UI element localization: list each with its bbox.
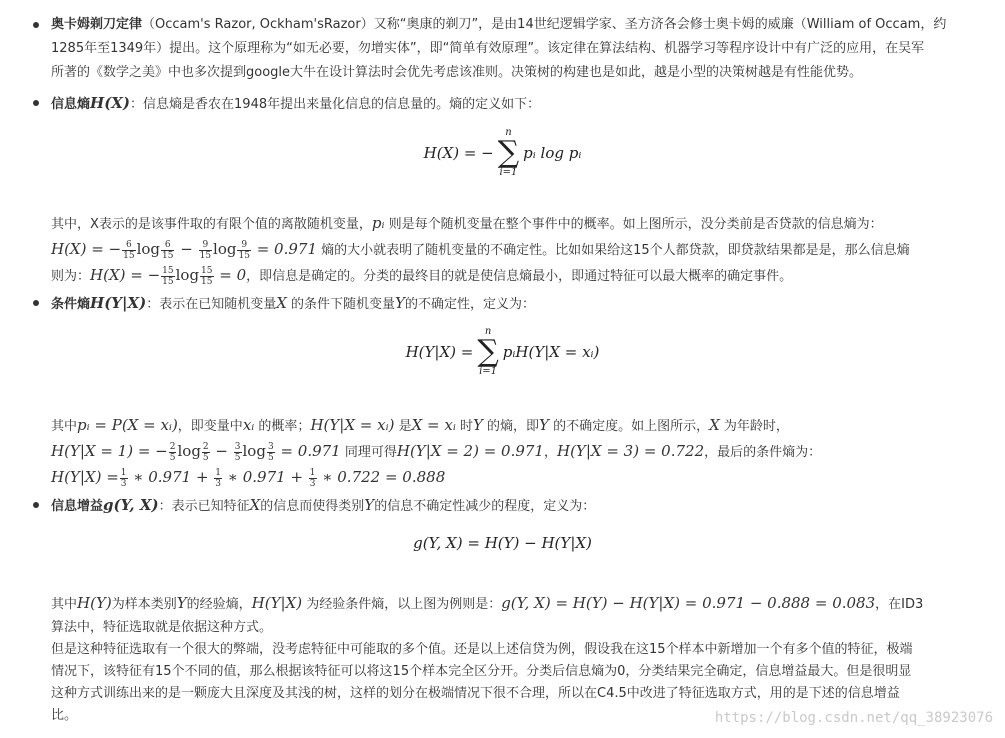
bullet-icon — [33, 22, 39, 28]
fraction: $\frac{1}{3}$ — [120, 468, 127, 489]
sum-symbol: n ∑ i=1 — [497, 127, 520, 178]
fraction: $\frac{3}{5}$ — [267, 442, 274, 463]
fraction: $\frac{2}{5}$ — [202, 442, 209, 463]
occam-line-3: 所著的《数学之美》中也多次提到google大牛在设计算法时会优先考虑该准则。决策树的构建也是如此，越是小型的决策树越是有性能优势。 — [51, 65, 863, 80]
bullet-icon — [33, 300, 39, 306]
conditional-formula: H(Y|X) = n ∑ i=1 pᵢH(Y|X = xᵢ) — [405, 326, 600, 377]
fraction: $\frac{1}{3}$ — [309, 468, 316, 489]
entropy-heading: 信息熵H(X)：信息熵是香农在1948年提出来量化信息的信息量的。熵的定义如下： — [51, 94, 541, 112]
fraction: $\frac{15}{15}$ — [162, 266, 174, 287]
fraction: $\frac{1}{3}$ — [215, 468, 222, 489]
entropy-explanation: 其中，X表示的是该事件取的有限个值的离散随机变量，pᵢ 则是每个随机变量在整个事件中的概率。如上图所示，没分类前是否贷款的信息熵为： H(X) = − $\frac{6}{15}$ log $\frac{6}{15}$ − $\frac{9}{15}$ log $\frac{9}{15}$ = 0.971 熵的大小就表明了随机变量的不确定性。比如如果给这15个人都贷款，即贷款结果都是是，那么信息熵 则为：H(X) = − $\frac{15}{15}$ log $\frac{15}{15}$ = 0，即信息是确定的。分类的最终目的就是使信息熵最小，即通过特征可以最大概率的确定事件。 — [51, 214, 910, 287]
fraction: $\frac{6}{15}$ — [123, 240, 135, 261]
fraction: $\frac{2}{5}$ — [169, 442, 176, 463]
fraction: $\frac{9}{15}$ — [199, 240, 212, 261]
bullet-icon — [33, 502, 39, 508]
fraction: $\frac{15}{15}$ — [201, 266, 213, 287]
occam-line-2: 1285年至1349年）提出。这个原理称为“如无必要，勿增实体”，即“简单有效原理”。该定律在算法结构、机器学习等程序设计中有广泛的应用，在吴军 — [51, 41, 925, 56]
conditional-explanation: 其中pᵢ = P(X = xᵢ)，即变量中xᵢ 的概率；H(Y|X = xᵢ) 是X = xᵢ 时Y 的熵，即Y 的不确定度。如上图所示，X 为年龄时， H(Y|X = 1) = − $\frac{2}{5}$ log $\frac{2}{5}$ − $\frac{3}{5}$ log $\frac{3}{5}$ = 0.971 同理可得H(Y|X = 2) = 0.971，H(Y|X = 3) = 0.722，最后的条件熵为： H(Y|X) = $\frac{1}{3}$ ∗ 0.971 + $\frac{1}{3}$ ∗ 0.971 + $\frac{1}{3}$ ∗ 0.722 = 0.888 — [51, 416, 822, 489]
fraction: $\frac{6}{15}$ — [162, 240, 174, 261]
gain-heading: 信息增益g(Y, X)：表示已知特征X的信息而使得类别Y的信息不确定性减少的程度，定义为： — [51, 496, 596, 514]
conditional-heading: 条件熵H(Y|X)：表示在已知随机变量X 的条件下随机变量Y的不确定性，定义为： — [51, 294, 535, 312]
occam-line-1: 奥卡姆剃刀定律（Occam's Razor, Ockham'sRazor）又称“奥康的剃刀”，是由14世纪逻辑学家、圣方济各会修士奥卡姆的威廉（William of Occam，约 — [51, 17, 947, 32]
entropy-formula: H(X) = − n ∑ i=1 pᵢ log pᵢ — [423, 127, 582, 178]
fraction: $\frac{3}{5}$ — [234, 442, 241, 463]
fraction: $\frac{9}{15}$ — [238, 240, 250, 261]
section-information-gain — [0, 493, 1005, 519]
bullet-icon — [33, 100, 39, 106]
gain-explanation: 其中H(Y)为样本类别Y的经验熵，H(Y|X) 为经验条件熵，以上图为例则是：g(Y, X) = H(Y) − H(Y|X) = 0.971 − 0.888 = 0.083，在ID3 算法中，特征选取就是依据这种方式。 但是这种特征选取有一个很大的弊端，没考虑特征中可能取的多个值。还是以上述信贷为例，假设我在这15个样本中新增加一个有多个值的特征，极端 情况下，该特征有15个不同的值，那么根据该特征可以将这15个样本完全区分开。分类后信息熵为0，分类结果完全确定，信息增益最大。但是很明显 这种方式训练出来的是一颗庞大且深度及其浅的树，这样的划分在极端情况下很不合理，所以在C4.5中改进了特征选取方式，用的是下述的信息增益 比。 — [51, 594, 924, 723]
section-occam-razor — [0, 13, 1005, 85]
gain-formula: g(Y, X) = H(Y) − H(Y|X) — [413, 534, 592, 552]
section-conditional-entropy — [0, 291, 1005, 317]
occam-title: 奥卡姆剃刀定律 — [51, 17, 143, 32]
sum-symbol: n ∑ i=1 — [477, 326, 499, 377]
section-entropy — [0, 91, 1005, 117]
watermark: https://blog.csdn.net/qq_38923076 — [714, 710, 993, 726]
